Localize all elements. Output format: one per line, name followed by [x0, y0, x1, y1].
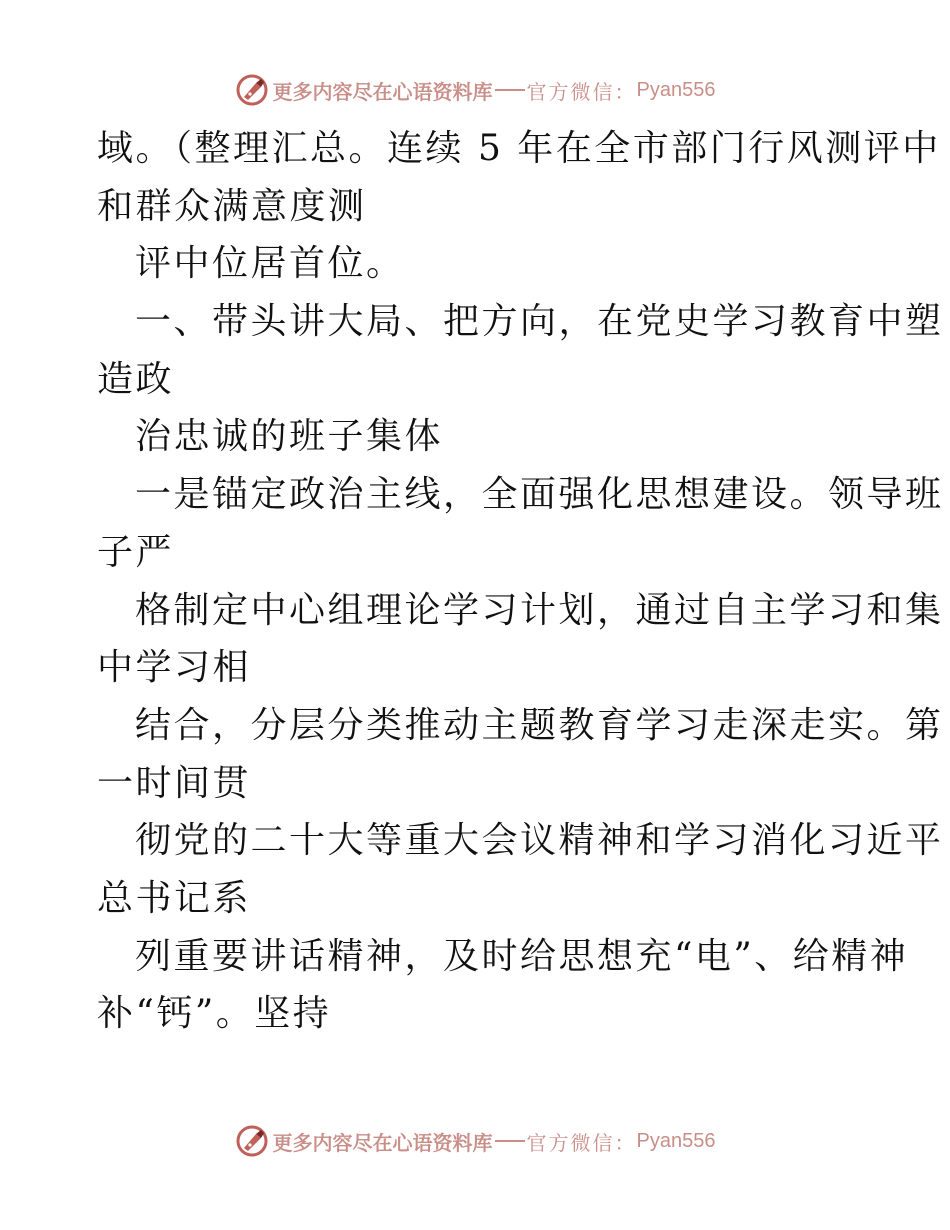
body-line: 中学习相	[97, 647, 252, 689]
document-body	[97, 120, 944, 1043]
body-line: 评中位居首位。	[135, 243, 405, 285]
body-line: 一是锚定政治主线，全面强化思想建设。领导班	[135, 474, 944, 516]
pen-nib-circle-icon	[235, 1124, 269, 1158]
body-line: 格制定中心组理论学习计划，通过自主学习和集	[135, 589, 944, 631]
header-dash	[495, 89, 525, 91]
section-heading: 一、带头讲大局、把方向，在党史学习教育中塑	[135, 301, 944, 343]
footer-watermark	[0, 1121, 950, 1161]
header-watermark	[0, 70, 950, 110]
body-line: 补“钙”。坚持	[97, 993, 332, 1035]
pen-nib-circle-icon	[235, 73, 269, 107]
section-heading: 治忠诚的班子集体	[135, 416, 444, 458]
section-heading: 造政	[97, 358, 175, 400]
header-official-label: 官方微信：	[526, 79, 637, 104]
body-line: 总书记系	[97, 877, 252, 919]
body-line: 和群众满意度测	[97, 185, 367, 227]
body-line: 一时间贯	[97, 762, 252, 804]
header-site-text: 更多内容尽在心语资料库	[272, 79, 493, 104]
body-line: 域。（整理汇总。连续 5 年在全市部门行风测评中	[97, 128, 941, 169]
header-wechat-id: Pyan556	[636, 78, 716, 101]
body-line: 列重要讲话精神，及时给思想充“电”、给精神	[135, 935, 909, 977]
body-line: 结合，分层分类推动主题教育学习走深走实。第	[135, 704, 944, 746]
body-line: 彻党的二十大等重大会议精神和学习消化习近平	[135, 820, 944, 862]
footer-wechat-id: Pyan556	[636, 1129, 716, 1152]
footer-official-label: 官方微信：	[526, 1130, 637, 1155]
footer-dash	[495, 1140, 525, 1142]
footer-site-text: 更多内容尽在心语资料库	[272, 1130, 493, 1155]
body-line: 子严	[97, 531, 175, 573]
